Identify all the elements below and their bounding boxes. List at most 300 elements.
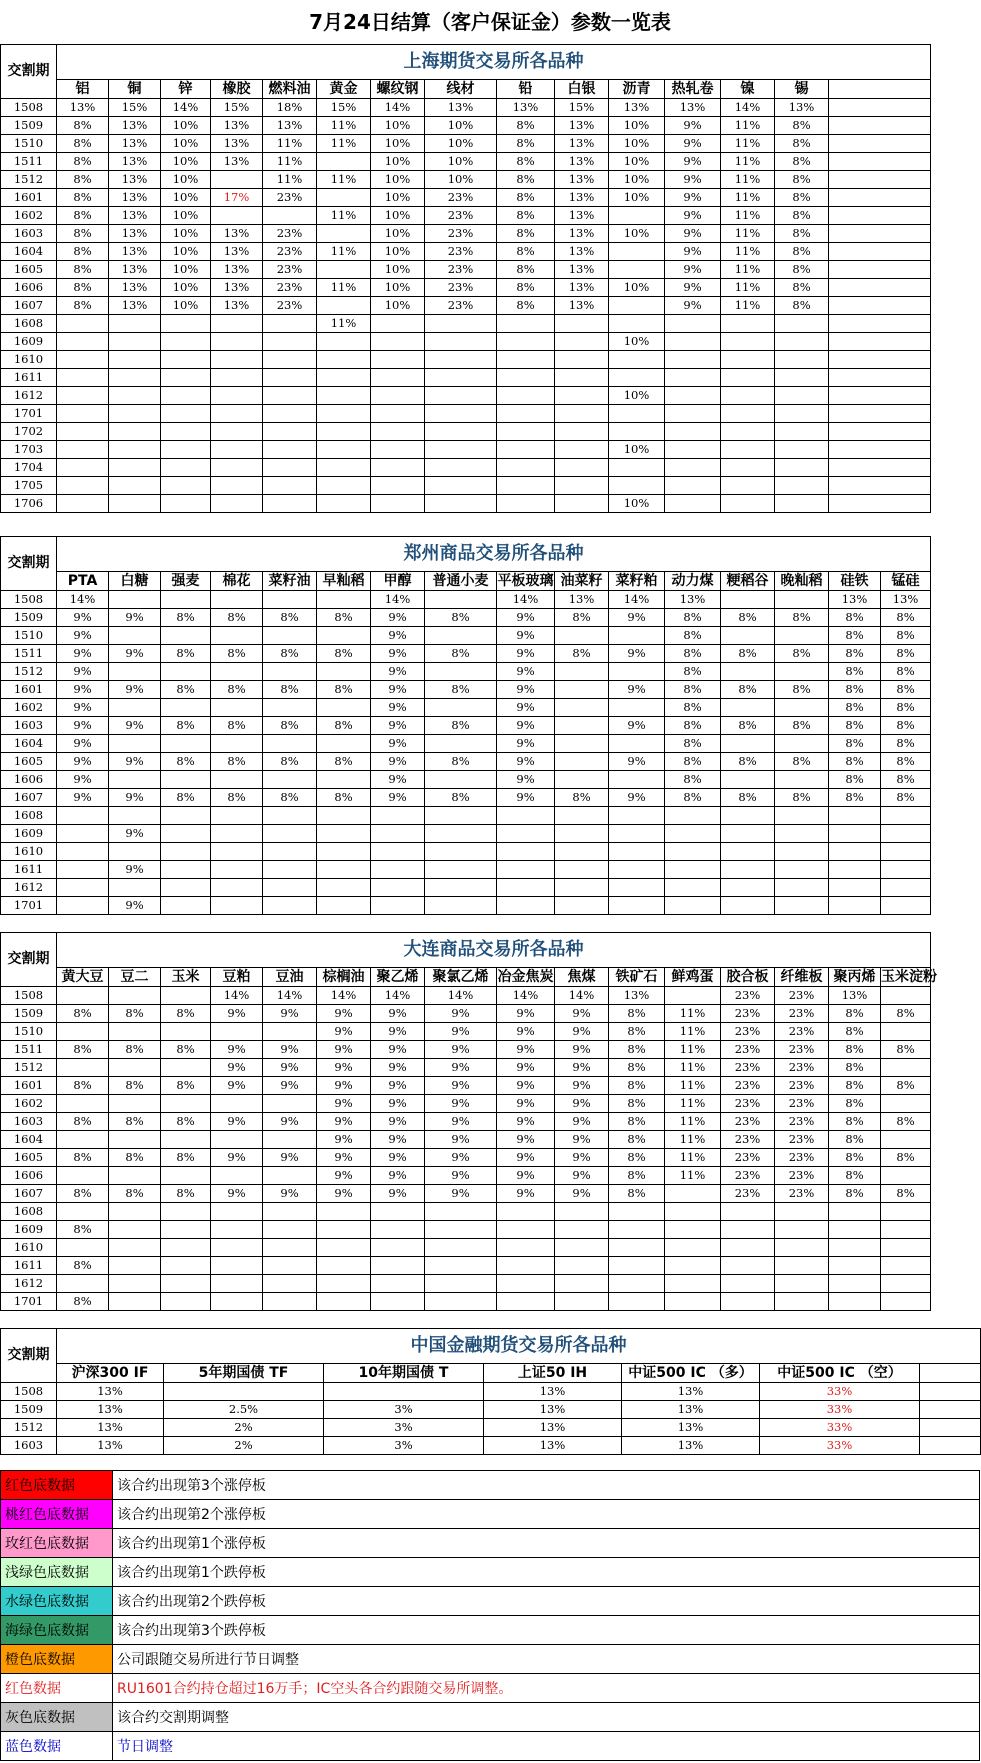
margin-rate-cell [161,387,211,405]
delivery-period-cell: 1606 [1,279,57,297]
margin-rate-cell: 14% [317,987,371,1005]
table-row [1,243,931,261]
margin-rate-cell: 13% [555,279,609,297]
margin-rate-cell [211,351,263,369]
margin-rate-cell: 15% [317,99,371,117]
margin-rate-cell [497,861,555,879]
margin-rate-cell: 9% [497,789,555,807]
margin-rate-cell: 10% [161,189,211,207]
margin-rate-cell [57,315,109,333]
margin-rate-cell: 8% [775,153,829,171]
commodity-header: 黄金 [317,80,371,99]
legend-table [0,1470,980,1761]
margin-rate-cell [109,627,161,645]
margin-rate-cell: 8% [161,1185,211,1203]
margin-rate-cell: 11% [317,243,371,261]
margin-rate-cell: 13% [609,99,665,117]
margin-rate-cell [665,351,721,369]
margin-rate-cell: 8% [109,1185,161,1203]
table-row [1,861,931,879]
margin-rate-cell: 23% [775,1095,829,1113]
margin-rate-cell: 23% [721,1185,775,1203]
margin-rate-cell [609,1203,665,1221]
margin-rate-cell: 9% [497,645,555,663]
margin-rate-cell: 9% [497,717,555,735]
table-row [1,459,931,477]
margin-rate-cell: 8% [775,243,829,261]
margin-rate-cell: 13% [211,135,263,153]
margin-rate-cell: 9% [317,1131,371,1149]
margin-rate-cell [497,387,555,405]
margin-rate-cell [555,699,609,717]
margin-rate-cell: 9% [211,1077,263,1095]
margin-rate-cell: 8% [829,1005,881,1023]
margin-rate-cell: 8% [665,609,721,627]
table-row [1,591,931,609]
margin-rate-cell: 8% [609,1095,665,1113]
delivery-period-cell: 1612 [1,879,57,897]
margin-rate-cell [371,1293,425,1311]
margin-rate-cell: 11% [317,315,371,333]
margin-rate-cell: 8% [57,1257,109,1275]
delivery-period-cell: 1604 [1,1131,57,1149]
margin-rate-cell: 8% [57,279,109,297]
delivery-period-cell: 1701 [1,1293,57,1311]
margin-rate-cell [555,369,609,387]
margin-rate-cell: 23% [425,243,497,261]
delivery-period-cell: 1610 [1,1239,57,1257]
margin-rate-cell [555,861,609,879]
margin-rate-cell [775,315,829,333]
margin-rate-cell: 9% [211,1059,263,1077]
delivery-period-cell: 1607 [1,297,57,315]
margin-rate-cell [425,735,497,753]
margin-rate-cell [609,663,665,681]
table-row [1,897,931,915]
commodity-header: 棉花 [211,572,263,591]
margin-rate-cell: 8% [829,1149,881,1167]
margin-rate-cell [109,663,161,681]
margin-rate-cell: 10% [161,153,211,171]
margin-rate-cell [665,315,721,333]
empty-header-cell [920,1364,981,1383]
margin-rate-cell [161,1221,211,1239]
margin-rate-cell [775,843,829,861]
margin-rate-cell: 13% [57,1419,164,1437]
margin-rate-cell [881,1167,931,1185]
legend-row [1,1471,980,1500]
delivery-period-cell: 1512 [1,1419,57,1437]
margin-rate-cell [317,771,371,789]
margin-rate-cell [609,861,665,879]
margin-rate-cell [211,825,263,843]
margin-rate-cell: 8% [555,789,609,807]
margin-rate-cell: 8% [829,735,881,753]
margin-rate-cell: 13% [109,171,161,189]
margin-rate-cell [317,699,371,717]
margin-rate-cell [317,405,371,423]
cffex-margin-table [0,1328,981,1455]
delivery-period-cell: 1610 [1,843,57,861]
margin-rate-cell [109,1167,161,1185]
margin-rate-cell: 9% [263,1059,317,1077]
margin-rate-cell: 9% [263,1077,317,1095]
legend-description: 该合约出现第2个跌停板 [113,1587,980,1616]
margin-rate-cell [57,495,109,513]
table-row [1,843,931,861]
delivery-period-cell: 1702 [1,423,57,441]
legend-row [1,1616,980,1645]
margin-rate-cell [775,1203,829,1221]
commodity-header: 锌 [161,80,211,99]
margin-rate-cell: 8% [829,789,881,807]
margin-rate-cell: 11% [721,189,775,207]
legend-swatch-label: 海绿色底数据 [1,1616,113,1645]
margin-rate-cell [371,1221,425,1239]
margin-rate-cell [497,843,555,861]
margin-rate-cell [109,699,161,717]
margin-rate-cell [829,1275,881,1293]
margin-rate-cell: 11% [317,279,371,297]
margin-rate-cell: 9% [57,771,109,789]
margin-rate-cell: 3% [324,1437,484,1455]
margin-rate-cell [317,423,371,441]
legend-swatch-label: 水绿色底数据 [1,1587,113,1616]
margin-rate-cell: 8% [609,1131,665,1149]
legend-swatch-label: 灰色底数据 [1,1703,113,1732]
commodity-header: 上证50 IH [484,1364,622,1383]
margin-rate-cell: 10% [609,225,665,243]
table-row [1,1383,981,1401]
margin-rate-cell [665,987,721,1005]
margin-rate-cell: 8% [57,1221,109,1239]
margin-rate-cell: 9% [425,1167,497,1185]
table-row [1,1077,931,1095]
table-row [1,189,931,207]
margin-rate-cell [211,333,263,351]
margin-rate-cell [57,1023,109,1041]
margin-rate-cell [555,717,609,735]
commodity-header: 聚丙烯 [829,968,881,987]
commodity-header: 油菜籽 [555,572,609,591]
margin-rate-cell [211,1203,263,1221]
margin-rate-cell [57,807,109,825]
page-title: 7月24日结算（客户保证金）参数一览表 [309,10,671,34]
margin-rate-cell: 23% [263,225,317,243]
margin-rate-cell [211,369,263,387]
margin-rate-cell: 8% [263,753,317,771]
margin-rate-cell [555,333,609,351]
margin-rate-cell [775,1275,829,1293]
margin-rate-cell: 13% [211,243,263,261]
margin-rate-cell [57,1167,109,1185]
margin-rate-cell: 10% [371,225,425,243]
table-row [1,1419,981,1437]
margin-rate-cell [109,387,161,405]
margin-rate-cell: 8% [57,1185,109,1203]
margin-rate-cell [317,477,371,495]
table-row [1,441,931,459]
margin-rate-cell: 8% [881,627,931,645]
margin-rate-cell: 9% [425,1149,497,1167]
margin-rate-cell: 9% [317,1095,371,1113]
margin-rate-cell: 10% [425,117,497,135]
margin-rate-cell [609,369,665,387]
margin-rate-cell: 8% [161,1113,211,1131]
table-row [1,207,931,225]
margin-rate-cell [425,861,497,879]
margin-rate-cell: 9% [263,1041,317,1059]
margin-rate-cell: 9% [57,699,109,717]
margin-rate-cell: 9% [371,717,425,735]
margin-rate-cell [497,315,555,333]
margin-rate-cell: 8% [721,789,775,807]
margin-rate-cell: 11% [665,1149,721,1167]
commodity-header: 胶合板 [721,968,775,987]
margin-rate-cell: 9% [371,753,425,771]
margin-rate-cell: 23% [721,1041,775,1059]
margin-rate-cell: 8% [775,207,829,225]
margin-rate-cell [829,879,881,897]
margin-rate-cell [317,663,371,681]
margin-rate-cell: 13% [555,591,609,609]
margin-rate-cell: 9% [109,717,161,735]
margin-rate-cell: 13% [622,1401,760,1419]
margin-rate-cell: 23% [721,1005,775,1023]
margin-rate-cell: 8% [161,717,211,735]
margin-rate-cell [324,1383,484,1401]
table-row [1,1239,931,1257]
margin-rate-cell: 9% [57,609,109,627]
margin-rate-cell: 14% [211,987,263,1005]
margin-rate-cell [109,735,161,753]
margin-rate-cell: 2% [164,1419,324,1437]
margin-rate-cell: 8% [57,1113,109,1131]
margin-rate-cell: 8% [109,1041,161,1059]
margin-rate-cell [211,699,263,717]
margin-rate-cell [263,897,317,915]
margin-rate-cell [371,315,425,333]
margin-rate-cell: 8% [497,189,555,207]
commodity-header: 铅 [497,80,555,99]
margin-rate-cell [555,753,609,771]
margin-rate-cell: 23% [775,1167,829,1185]
margin-rate-cell [665,825,721,843]
commodity-header [829,80,931,99]
margin-rate-cell: 9% [497,1023,555,1041]
margin-rate-cell: 8% [609,1167,665,1185]
margin-rate-cell [161,423,211,441]
margin-rate-cell: 11% [317,207,371,225]
margin-rate-cell: 11% [721,243,775,261]
margin-rate-cell: 11% [721,207,775,225]
margin-rate-cell [263,351,317,369]
margin-rate-cell [665,1293,721,1311]
margin-rate-cell [109,1275,161,1293]
margin-rate-cell [161,477,211,495]
margin-rate-cell [775,663,829,681]
margin-rate-cell: 10% [161,171,211,189]
delivery-period-cell: 1603 [1,717,57,735]
margin-rate-cell: 8% [665,663,721,681]
margin-rate-cell [57,1203,109,1221]
margin-rate-cell: 33% [760,1419,920,1437]
commodity-header: 黄大豆 [57,968,109,987]
margin-rate-cell [829,405,931,423]
margin-rate-cell [721,351,775,369]
margin-rate-cell: 9% [371,789,425,807]
margin-rate-cell: 8% [317,645,371,663]
margin-rate-cell: 13% [555,135,609,153]
margin-rate-cell [211,1293,263,1311]
table-row [1,99,931,117]
margin-rate-cell [829,99,931,117]
margin-rate-cell [609,807,665,825]
delivery-period-cell: 1611 [1,1257,57,1275]
margin-rate-cell: 8% [829,645,881,663]
margin-rate-cell: 9% [497,1059,555,1077]
margin-rate-cell [881,1293,931,1311]
margin-rate-cell [263,1095,317,1113]
margin-rate-cell: 8% [665,771,721,789]
margin-rate-cell: 15% [109,99,161,117]
margin-rate-cell: 9% [317,1059,371,1077]
margin-rate-cell [555,1221,609,1239]
margin-rate-cell [263,1221,317,1239]
commodity-header: 普通小麦 [425,572,497,591]
margin-rate-cell: 11% [721,279,775,297]
margin-rate-cell [109,1131,161,1149]
margin-rate-cell: 23% [775,1149,829,1167]
margin-rate-cell [775,423,829,441]
margin-rate-cell: 23% [263,261,317,279]
margin-rate-cell: 8% [881,1041,931,1059]
margin-rate-cell [161,1167,211,1185]
delivery-period-cell: 1608 [1,807,57,825]
margin-rate-cell: 8% [829,771,881,789]
margin-rate-cell [371,1203,425,1221]
margin-rate-cell: 8% [57,1005,109,1023]
margin-rate-cell: 9% [665,279,721,297]
margin-rate-cell [109,405,161,423]
margin-rate-cell [109,333,161,351]
margin-rate-cell: 8% [775,117,829,135]
margin-rate-cell: 8% [57,117,109,135]
margin-rate-cell [555,1257,609,1275]
margin-rate-cell: 11% [665,1167,721,1185]
table-row [1,663,931,681]
margin-rate-cell [775,699,829,717]
margin-rate-cell [263,825,317,843]
table-row [1,807,931,825]
delivery-period-cell: 1603 [1,1113,57,1131]
margin-rate-cell: 9% [371,1077,425,1095]
margin-rate-cell: 9% [609,789,665,807]
margin-rate-cell [881,879,931,897]
margin-rate-cell: 14% [161,99,211,117]
margin-rate-cell [371,1257,425,1275]
margin-rate-cell: 9% [497,1005,555,1023]
margin-rate-cell: 10% [161,225,211,243]
margin-rate-cell [371,423,425,441]
margin-rate-cell [425,315,497,333]
margin-rate-cell [425,369,497,387]
margin-rate-cell [161,879,211,897]
margin-rate-cell: 13% [484,1401,622,1419]
commodity-header: 豆二 [109,968,161,987]
margin-rate-cell: 9% [371,771,425,789]
margin-rate-cell [721,735,775,753]
margin-rate-cell: 23% [775,1041,829,1059]
margin-rate-cell [609,1239,665,1257]
margin-rate-cell [829,441,931,459]
margin-rate-cell [263,843,317,861]
margin-rate-cell: 8% [161,1005,211,1023]
legend-swatch-label: 蓝色数据 [1,1732,113,1761]
margin-rate-cell [317,825,371,843]
table-row [1,297,931,315]
commodity-header: 锰硅 [881,572,931,591]
margin-rate-cell [555,771,609,789]
margin-rate-cell: 8% [829,681,881,699]
margin-rate-cell: 23% [425,297,497,315]
delivery-period-cell: 1611 [1,861,57,879]
margin-rate-cell: 9% [263,1185,317,1203]
delivery-period-cell: 1512 [1,663,57,681]
legend-description: RU1601合约持仓超过16万手；IC空头各合约跟随交易所调整。 [113,1674,980,1703]
margin-rate-cell [665,405,721,423]
margin-rate-cell: 8% [665,645,721,663]
margin-rate-cell: 8% [161,789,211,807]
margin-rate-cell [211,495,263,513]
margin-rate-cell [721,807,775,825]
table-row [1,261,931,279]
margin-rate-cell: 8% [497,225,555,243]
margin-rate-cell [665,879,721,897]
margin-rate-cell [425,441,497,459]
margin-rate-cell: 8% [497,243,555,261]
margin-rate-cell: 10% [161,261,211,279]
margin-rate-cell: 11% [263,135,317,153]
margin-rate-cell [829,1203,881,1221]
margin-rate-cell [555,879,609,897]
legend-row [1,1732,980,1761]
margin-rate-cell [211,663,263,681]
margin-rate-cell [721,315,775,333]
margin-rate-cell [57,351,109,369]
margin-rate-cell: 9% [57,681,109,699]
margin-rate-cell: 10% [609,135,665,153]
margin-rate-cell: 8% [263,717,317,735]
margin-rate-cell [161,807,211,825]
margin-rate-cell: 8% [881,717,931,735]
margin-rate-cell [109,987,161,1005]
margin-rate-cell [161,1239,211,1257]
margin-rate-cell: 9% [497,1041,555,1059]
margin-rate-cell: 9% [609,609,665,627]
margin-rate-cell: 9% [497,771,555,789]
margin-rate-cell [555,459,609,477]
margin-rate-cell: 8% [211,717,263,735]
margin-rate-cell [161,591,211,609]
margin-rate-cell: 13% [211,297,263,315]
commodity-header: 白糖 [109,572,161,591]
margin-rate-cell: 9% [109,753,161,771]
margin-rate-cell [829,459,931,477]
margin-rate-cell [161,663,211,681]
margin-rate-cell: 8% [497,207,555,225]
margin-rate-cell: 10% [609,117,665,135]
